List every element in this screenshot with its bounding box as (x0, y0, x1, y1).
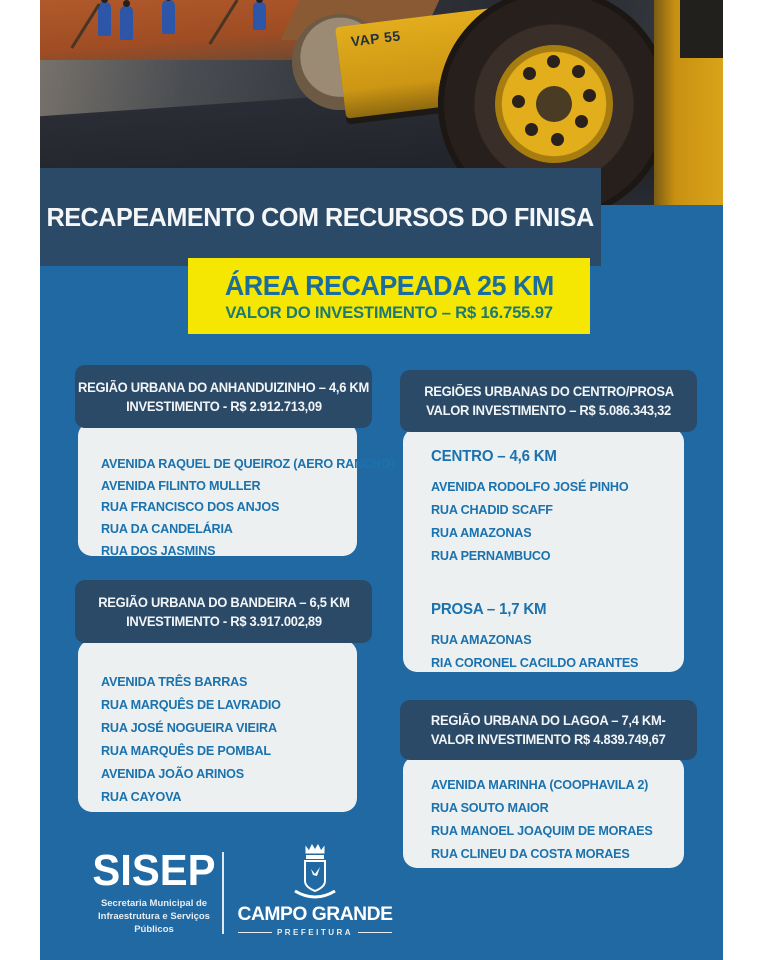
lug-hole (572, 65, 585, 78)
worker-figure (253, 2, 266, 30)
subregion-title-centro: CENTRO – 4,6 KM (431, 448, 557, 465)
region-header-centro-prosa (400, 370, 697, 432)
sisep-logo (78, 848, 230, 936)
street-list-centro-prosa (403, 428, 684, 672)
footer-divider (222, 852, 224, 934)
poster (40, 0, 723, 960)
street-item: RUA FRANCISCO DOS ANJOS (101, 499, 280, 515)
region-title: REGIÃO URBANA DO ANHANDUIZINHO – 4,6 KM (78, 379, 369, 395)
street-item: RUA MARQUÊS DE LAVRADIO (101, 697, 281, 712)
region-title: REGIÃO URBANA DO BANDEIRA – 6,5 KM (97, 594, 350, 610)
prefeitura-label: PREFEITURA (276, 928, 354, 937)
recapped-area-value: ÁREA RECAPEADA 25 KM (224, 269, 554, 301)
subregion-title-prosa: PROSA – 1,7 KM (431, 601, 547, 618)
street-item: AVENIDA RAQUEL DE QUEIROZ (AERO RANCHO) (101, 456, 395, 471)
sisep-subtitle-line1: Secretaria Municipal de (100, 898, 208, 909)
region-title: REGIÕES URBANAS DO CENTRO/PROSA (423, 384, 674, 399)
street-item: RIA CORONEL CACILDO ARANTES (431, 655, 639, 670)
dash-left (238, 932, 272, 934)
machine-body-shadow (680, 0, 723, 58)
street-list-bandeira (78, 640, 357, 812)
investment-total-value: VALOR DO INVESTIMENTO – R$ 16.755.97 (225, 302, 553, 322)
prefeitura-line (236, 928, 394, 937)
lug-hole (523, 67, 536, 80)
street-list-lagoa (403, 756, 684, 868)
street-item: AVENIDA MARINHA (COOPHAVILA 2) (431, 777, 649, 792)
street-item: RUA MANOEL JOAQUIM DE MORAES (431, 823, 653, 838)
region-header-anhanduizinho (75, 365, 372, 428)
street-item: RUA DOS JASMINS (101, 542, 216, 558)
street-item: RUA DA CANDELÁRIA (101, 521, 233, 537)
region-investment: INVESTIMENTO - R$ 2.912.713,09 (125, 398, 322, 414)
street-list-anhanduizinho (78, 422, 395, 558)
tire-rim (495, 45, 613, 163)
machine-label: VAP 55 (349, 27, 402, 50)
street-item: RUA AMAZONAS (431, 525, 532, 540)
street-item: AVENIDA JOÃO ARINOS (101, 766, 244, 781)
page-title: RECAPEAMENTO COM RECURSOS DO FINISA (46, 201, 595, 232)
street-item: RUA CLINEU DA COSTA MORAES (431, 846, 630, 861)
region-investment: VALOR INVESTIMENTO – R$ 5.086.343,32 (426, 403, 671, 418)
lug-hole (583, 89, 596, 102)
spacer (431, 567, 684, 601)
region-title: REGIÃO URBANA DO LAGOA – 7,4 KM- (431, 713, 666, 728)
street-item: RUA MARQUÊS DE POMBAL (101, 743, 271, 758)
lug-hole (512, 95, 525, 108)
lug-hole (551, 133, 564, 146)
street-item: RUA SOUTO MAIOR (431, 800, 549, 815)
lug-hole (525, 123, 538, 136)
dash-right (358, 932, 392, 934)
region-header-lagoa (400, 700, 697, 760)
sisep-subtitle-line2: Infraestrutura e Serviços Públicos (98, 911, 210, 935)
street-item: RUA JOSÉ NOGUEIRA VIEIRA (101, 720, 277, 735)
region-header-bandeira (75, 580, 372, 643)
sisep-wordmark: SISEP (92, 846, 216, 895)
campo-grande-wordmark: CAMPO GRANDE (237, 903, 393, 925)
street-item: AVENIDA FILINTO MULLER (101, 477, 261, 493)
street-item: RUA CHADID SCAFF (431, 502, 553, 517)
campo-grande-logo (236, 843, 394, 937)
street-item: RUA AMAZONAS (431, 632, 532, 647)
lug-hole (575, 115, 588, 128)
lug-hole (547, 55, 560, 68)
city-shield-icon (291, 843, 339, 901)
wheel-hub (536, 86, 572, 122)
worker-figure (120, 6, 133, 40)
worker-figure (162, 0, 175, 34)
worker-figure (98, 2, 111, 36)
street-item: RUA CAYOVA (101, 789, 182, 804)
title-banner (40, 168, 601, 266)
street-item: RUA PERNAMBUCO (431, 548, 551, 563)
highlight-banner (188, 258, 590, 334)
street-item: AVENIDA RODOLFO JOSÉ PINHO (431, 479, 629, 494)
region-investment: VALOR INVESTIMENTO R$ 4.839.749,67 (431, 732, 666, 747)
region-investment: INVESTIMENTO - R$ 3.917.002,89 (125, 613, 322, 629)
street-item: AVENIDA TRÊS BARRAS (101, 674, 248, 689)
